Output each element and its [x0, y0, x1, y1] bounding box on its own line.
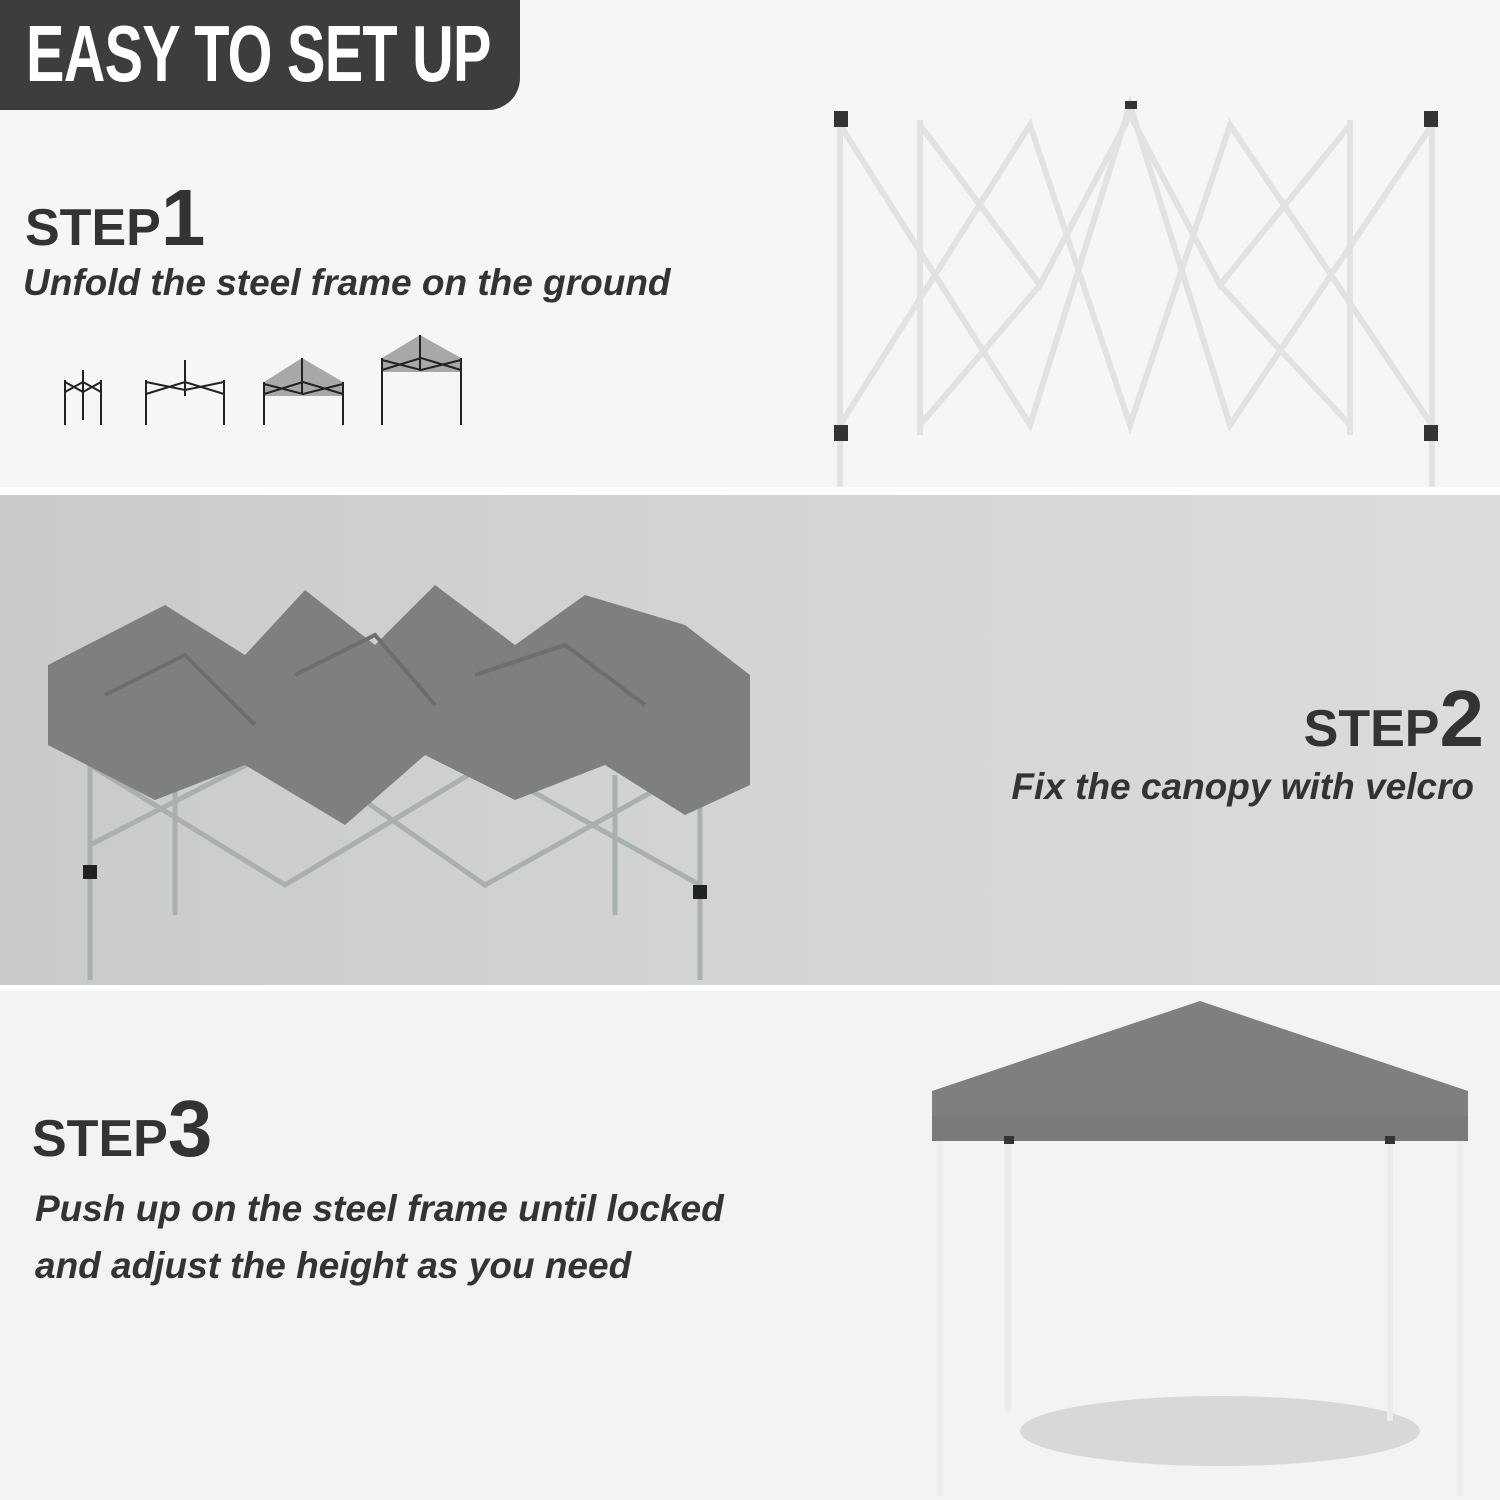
title-banner [0, 0, 520, 110]
step1-heading: STEP1 [25, 173, 206, 262]
step2-text: Fix the canopy with velcro [1011, 766, 1474, 807]
step3-heading: STEP3 [32, 1084, 213, 1173]
step3-text-line1: Push up on the steel frame until locked [35, 1188, 724, 1229]
step2-section [0, 495, 1500, 985]
step1-section [0, 0, 1500, 487]
page-title: EASY TO SET UP [26, 9, 491, 98]
step3-text-line2: and adjust the height as you need [35, 1245, 632, 1286]
assembled-tent-image [920, 996, 1480, 1496]
unfold-sequence-icons [55, 330, 475, 430]
step2-heading: STEP2 [1303, 674, 1484, 763]
step1-text: Unfold the steel frame on the ground [23, 262, 671, 303]
step3-section [0, 991, 1500, 1500]
unfolded-frame-image [820, 95, 1450, 487]
canopy-on-frame-image [45, 585, 760, 985]
